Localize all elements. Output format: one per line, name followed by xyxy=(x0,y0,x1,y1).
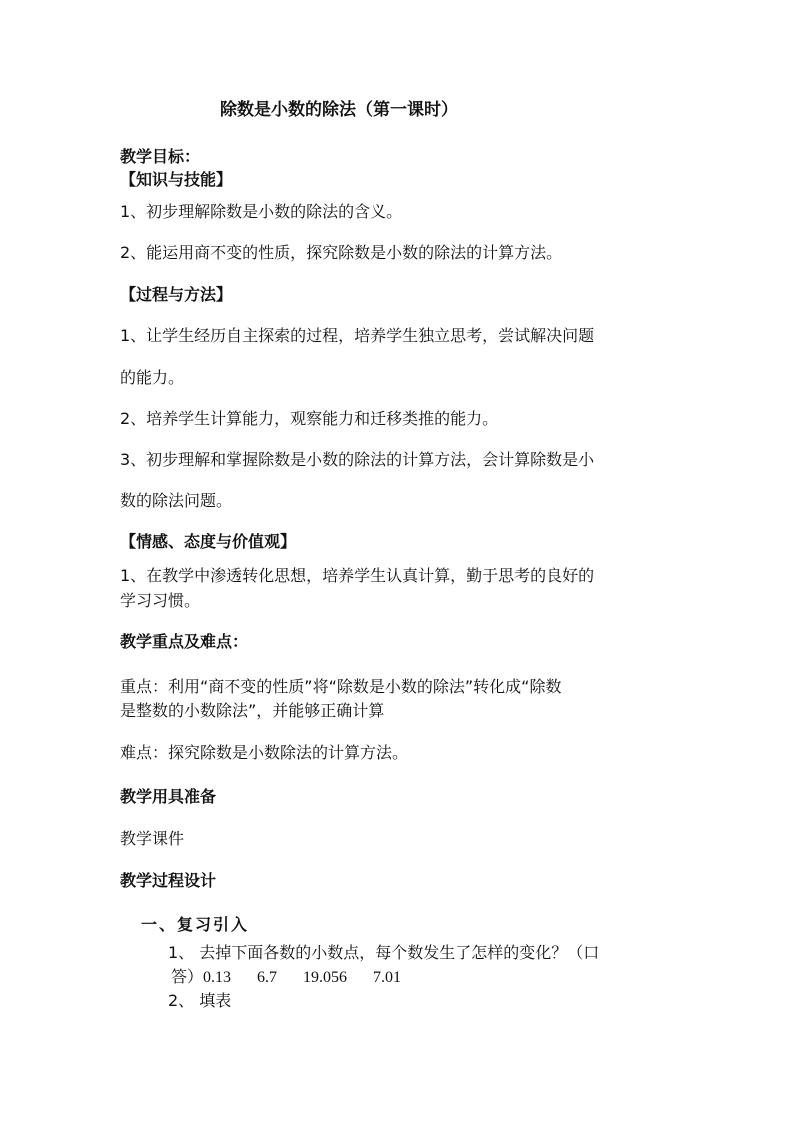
document-title: 除数是小数的除法（第一课时） xyxy=(220,100,458,120)
design-heading: 教学过程设计 xyxy=(120,871,217,890)
objectives-heading: 教学目标： xyxy=(120,147,201,166)
process-item-3-line-2: 数的除法问题。 xyxy=(120,491,233,510)
tools-content: 教学课件 xyxy=(120,829,185,848)
process-item-1-line-1: 1、让学生经历自主探索的过程，培养学生独立思考，尝试解决问题 xyxy=(120,326,595,345)
process-item-3-line-1: 3、初步理解和掌握除数是小数的除法的计算方法，会计算除数是小 xyxy=(120,450,595,469)
focus-line-2: 是整数的小数除法”，并能够正确计算 xyxy=(120,701,385,720)
keypoints-heading: 教学重点及难点： xyxy=(120,632,249,651)
process-item-2: 2、培养学生计算能力，观察能力和迁移类推的能力。 xyxy=(120,409,499,428)
knowledge-heading: 【知识与技能】 xyxy=(120,170,233,189)
section-1-title: 一、复习引入 xyxy=(141,915,250,934)
difficulty-line: 难点：探究除数是小数除法的计算方法。 xyxy=(120,743,409,762)
tools-heading: 教学用具准备 xyxy=(120,787,217,806)
number-list xyxy=(203,969,401,986)
number-item: 6.7 xyxy=(257,969,278,986)
process-heading: 【过程与方法】 xyxy=(120,285,233,304)
knowledge-item-1: 1、初步理解除数是小数的除法的含义。 xyxy=(120,202,403,221)
number-item: 19.056 xyxy=(303,969,348,986)
knowledge-item-2: 2、能运用商不变的性质，探究除数是小数的除法的计算方法。 xyxy=(120,243,563,262)
process-item-1-line-2: 的能力。 xyxy=(120,368,185,387)
number-item: 7.01 xyxy=(373,969,402,986)
step-1-prefix: 答） xyxy=(171,967,204,986)
number-item: 0.13 xyxy=(203,969,232,986)
emotion-heading: 【情感、态度与价值观】 xyxy=(120,532,297,551)
focus-line-1: 重点：利用“商不变的性质”将“除数是小数的除法”转化成“除数 xyxy=(120,677,562,696)
step-1-line-1: 1、 去掉下面各数的小数点，每个数发生了怎样的变化？（口 xyxy=(168,943,600,962)
emotion-item-1-line-2: 学习习惯。 xyxy=(120,591,201,610)
step-2-line: 2、 填表 xyxy=(168,991,232,1010)
emotion-item-1-line-1: 1、在教学中渗透转化思想，培养学生认真计算，勤于思考的良好的 xyxy=(120,566,595,585)
step-1-line-2 xyxy=(171,967,401,988)
